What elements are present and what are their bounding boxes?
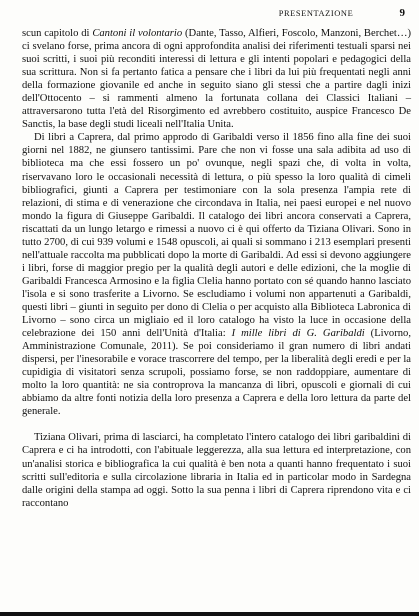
paragraph-2-text-cont: (Livorno, Amministrazione Comunale, 2011). Se poi consideriamo il gran numero di libri andati dispersi, per l'inesorabile e vorace trascorrere del tempo, per la liberalità degli eredi e per la cupidigia di visitatori senza scrupoli, possiamo forse, se non raddoppiare, aumentare di molto la loro quantità: ne sia controprova la mancanza di libri, opuscoli e giornali di cui abbiamo da altre fonti notizia della loro presenza a Caprera e della loro lettura da parte del generale. [22,328,411,418]
book-title-mille-libri: I mille libri di G. Garibaldi [231,328,365,340]
paragraph-2 [22,131,411,418]
paragraph-1-text-cont: (Dante, Tasso, Alfieri, Foscolo, Manzoni, Berchet…) ci svelano forse, prima ancora di ogni approfondita analisi dei riferimenti testuali sparsi nei suoi scritti, i suoi più reconditi interessi di lettura e gli intenti popolari e pedagogici della sua scrittura. Non si fa pertanto fatica a pensare che i libri da lui più frequentati negli anni della formazione giovanile ed anche in seguito siano gli stessi che a partire dagli inizi dell'Ottocento – si rammenti almeno la fortunata collana dei Classici Italiani – attraversarono tutta l'età del Risorgimento ed avrebbero costituito, auspice Francesco De Sanctis, la base degli studi liceali nell'Italia Unita. [22,28,411,131]
page-bottom-edge [0,612,419,616]
paragraph-1 [22,27,411,131]
body-text [22,27,411,510]
book-title-cantoni: Cantoni il volontario [92,28,183,39]
paragraph-1-text: scun capitolo di [22,28,93,39]
page-number: 9 [399,7,405,19]
page-header [22,9,405,25]
paragraph-3 [22,431,411,509]
paragraph-3-text: Tiziana Olivari, prima di lasciarci, ha completato l'intero catalogo dei libri garibaldini di Caprera e ci ha introdotti, con l'abituale leggerezza, alla sua lettura ed interpretazione, con un'analisi storica e bibliografica la cui qualità è ben nota a quanti hanno frequentato i suoi scritti sull'editoria e sulla circolazione libraria in Italia ed in particolar modo in Sardegna dalle origini della stampa ad oggi. Sotto la sua penna i libri di Caprera riprendono vita e ci raccontano [22,432,411,509]
running-head: PRESENTAZIONE [278,9,354,18]
paragraph-2-text: Di libri a Caprera, dal primo approdo di Garibaldi verso il 1856 fino alla fine dei suoi giorni nel 1882, ne giunsero tantissimi. Pare che non vi fosse una sala adibita ad uso di biblioteca ma che essi fossero un po' ovunque, negli spazi che, di volta in volta, riservavano loro le occasionali necessità di lettura, o più spesso la loro qualità di cimeli bibliografici, giunti a Caprera per testimoniare con la sola presenza l'ampia rete di relazioni, di stima e di venerazione che circondava in Italia, nei paesi europei e nel nuovo mondo la figura di Giuseppe Garibaldi. Il catalogo dei libri ancora conservati a Caprera, riscattati da un lungo letargo e rimessi a nuovo ci è qui offerto da Tiziana Olivari. Sono in tutto 2700, di cui 939 volumi e 1548 opuscoli, ai quali si sommano i 213 esemplari presenti nell'attuale raccolta ma pubblicati dopo la morte di Garibaldi. Ad essi si devono aggiungere i libri, forse di maggior pregio per la qualità degli autori e delle edizioni, che la moglie di Garibaldi Francesca Armosino e la figlia Clelia hanno portato con sé quando hanno lasciato l'isola e si sono trasferite a Livorno. Se escludiamo i volumi non appartenuti a Garibaldi, questi libri – giunti in seguito per dono di Clelia o per acquisto alla Biblioteca Labronica di Livorno – sono circa un migliaio ed il loro catalogo ha visto la luce in occasione della celebrazione dei 150 anni dell'Unità d'Italia: [22,132,411,340]
